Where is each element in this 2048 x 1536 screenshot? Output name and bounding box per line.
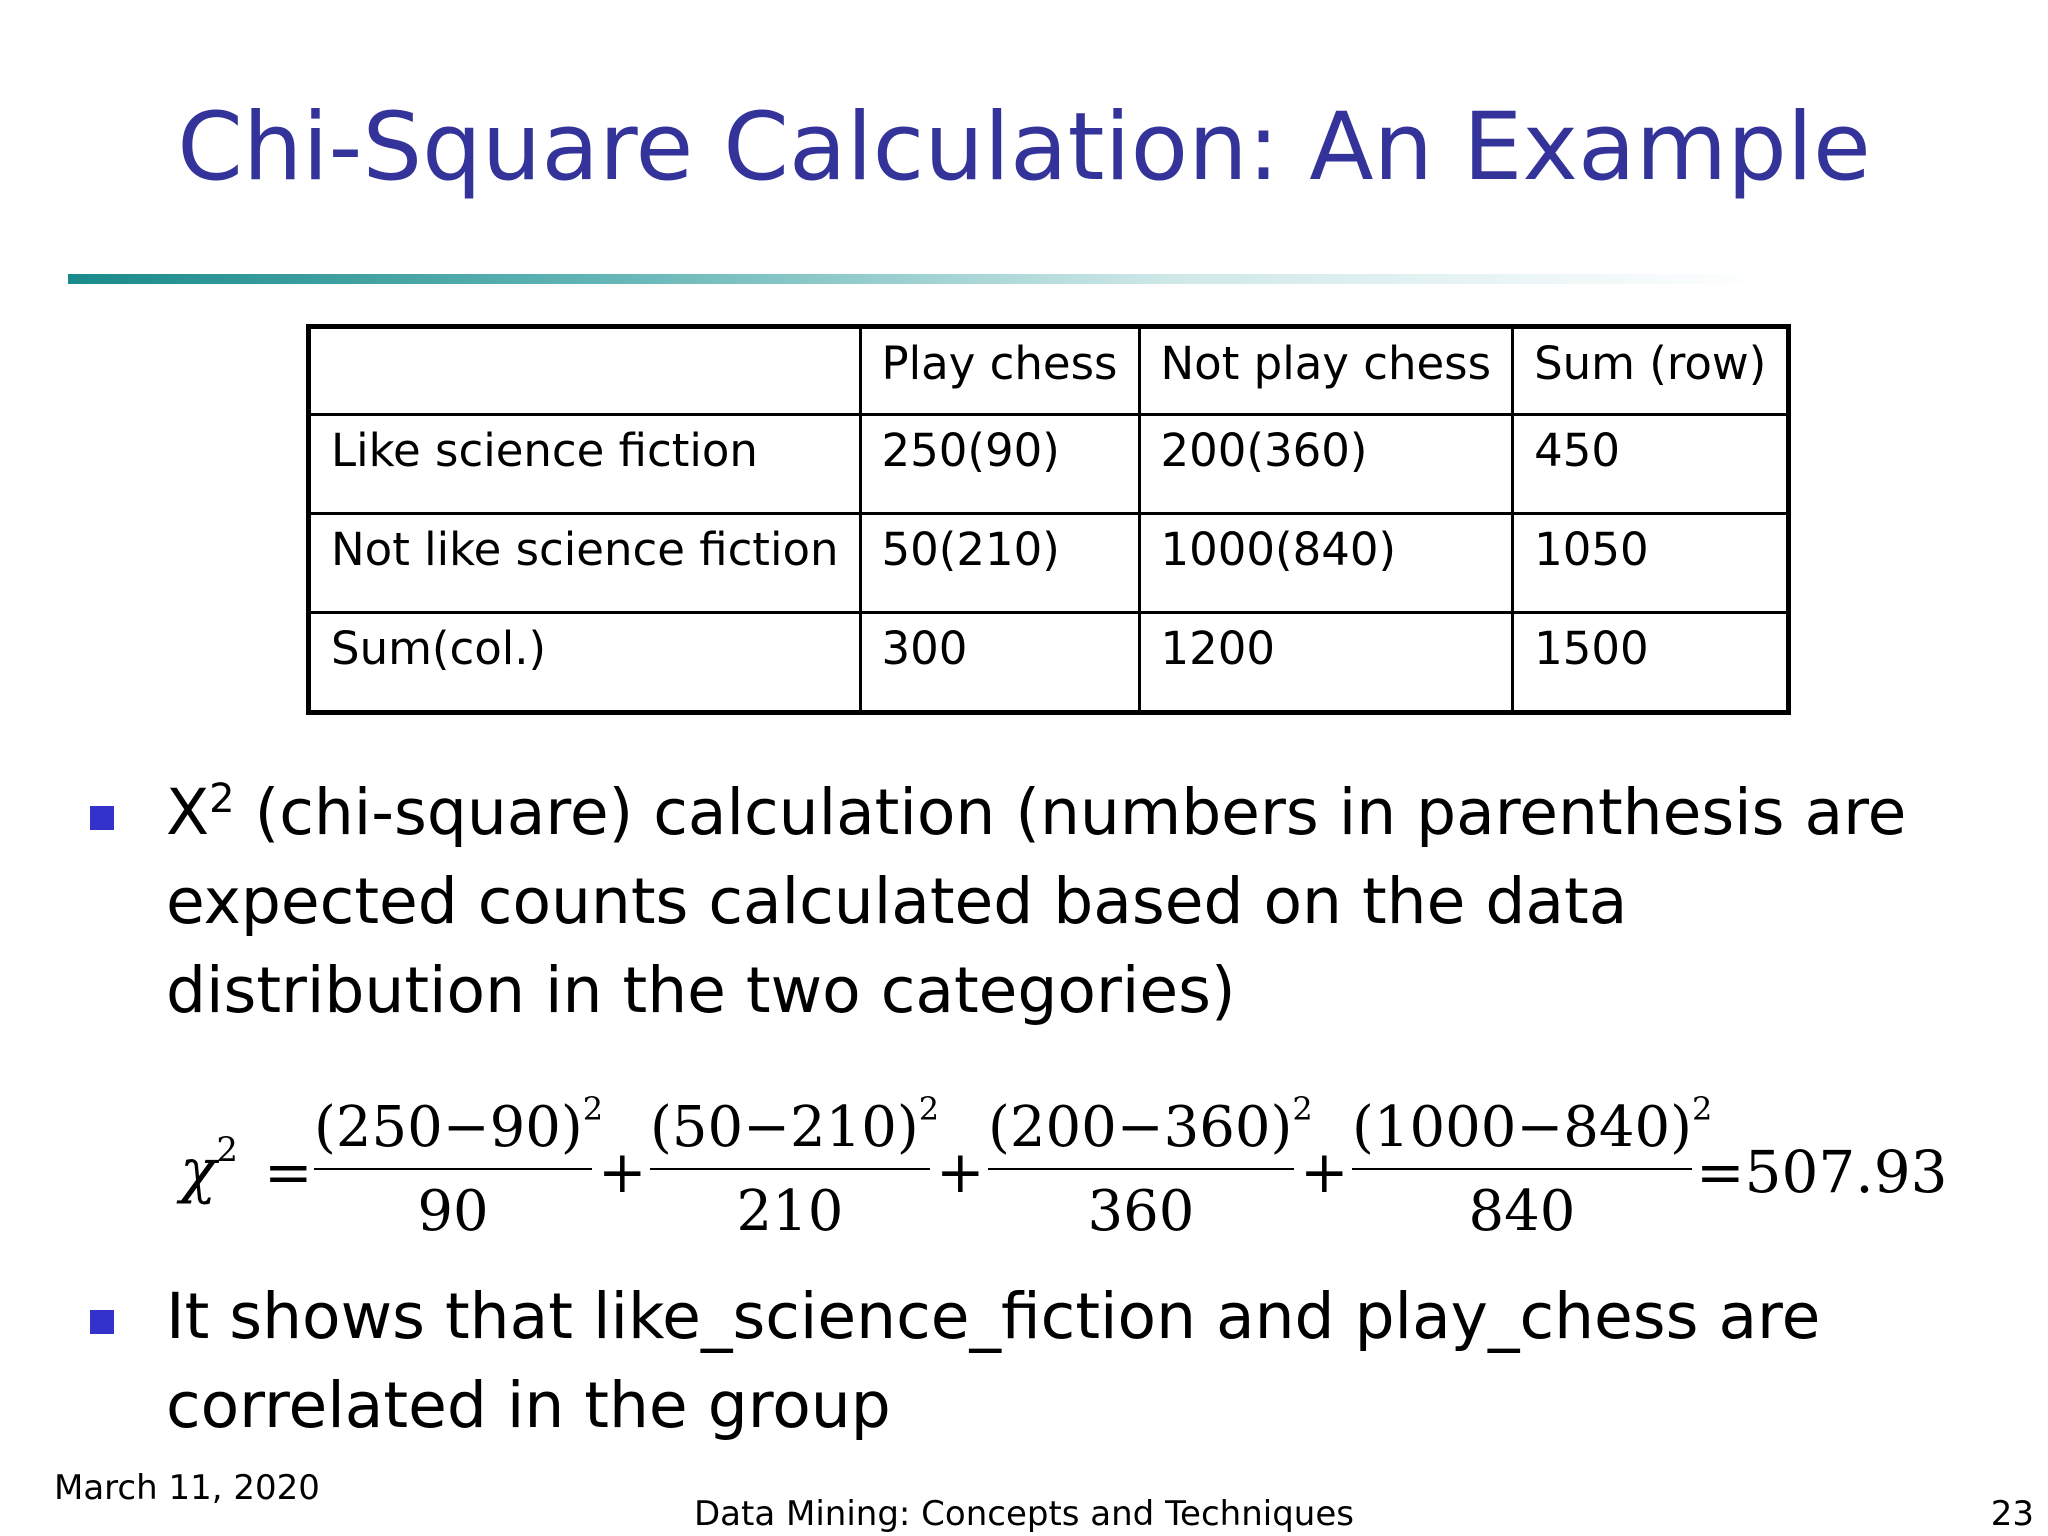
fraction-term xyxy=(650,1090,940,1248)
table-cell: Like science fiction xyxy=(309,415,861,514)
table-cell: 1200 xyxy=(1139,613,1513,713)
table-cell: 1050 xyxy=(1513,514,1789,613)
table-cell: 450 xyxy=(1513,415,1789,514)
bullet-marker xyxy=(90,1310,114,1334)
contingency-table xyxy=(306,324,1791,715)
fraction-bar xyxy=(988,1168,1294,1170)
numerator-exponent: 2 xyxy=(1692,1090,1713,1128)
table-row xyxy=(309,514,1789,613)
table-header-cell: Play chess xyxy=(860,327,1139,415)
bullet-text-conclusion: It shows that like_science_fiction and play_chess are correlated in the group xyxy=(166,1280,1821,1442)
fraction-numerator xyxy=(1352,1090,1713,1164)
table-cell: Sum(col.) xyxy=(309,613,861,713)
table-row xyxy=(309,415,1789,514)
chi-symbol-text: X xyxy=(166,776,210,849)
table-cell: 50(210) xyxy=(860,514,1139,613)
chi-letter: χ xyxy=(180,1136,217,1206)
chi-exponent: 2 xyxy=(216,1130,238,1170)
fraction-denominator: 360 xyxy=(1087,1179,1195,1244)
fraction-term xyxy=(314,1090,604,1248)
bullet-marker xyxy=(90,806,114,830)
numerator-exponent: 2 xyxy=(918,1090,940,1128)
title-divider xyxy=(68,274,1768,284)
table-cell: 200(360) xyxy=(1139,415,1513,514)
table-cell: 250(90) xyxy=(860,415,1139,514)
table-row xyxy=(309,613,1789,713)
slide-title: Chi-Square Calculation: An Example xyxy=(177,93,1871,202)
bullet-text-chi-square xyxy=(166,768,1966,1035)
footer-title: Data Mining: Concepts and Techniques xyxy=(694,1494,1354,1534)
numerator-text: (200−360) xyxy=(988,1095,1293,1160)
table-cell: 1500 xyxy=(1513,613,1789,713)
fraction-denominator: 210 xyxy=(736,1179,844,1244)
equals-sign: = xyxy=(264,1138,313,1206)
chi-symbol xyxy=(180,1130,238,1206)
numerator-exponent: 2 xyxy=(1292,1090,1313,1128)
table-cell: 300 xyxy=(860,613,1139,713)
page-number: 23 xyxy=(1990,1494,2034,1534)
fraction-term xyxy=(1352,1090,1713,1248)
fraction-bar xyxy=(1352,1168,1692,1170)
footer-date: March 11, 2020 xyxy=(54,1468,320,1508)
numerator-text: (1000−840) xyxy=(1352,1095,1693,1160)
fraction-bar xyxy=(650,1168,930,1170)
numerator-text: (50−210) xyxy=(650,1095,919,1160)
fraction-numerator xyxy=(314,1090,604,1164)
plus-sign: + xyxy=(1300,1138,1349,1206)
bullet-body-text: (chi-square) calculation (numbers in parenthesis are expected counts calculated based on the data distribution in the two categories) xyxy=(166,776,1907,1027)
table-header-cell: Not play chess xyxy=(1139,327,1513,415)
table-header-row xyxy=(309,327,1789,415)
plus-sign: + xyxy=(936,1138,985,1206)
plus-sign: + xyxy=(598,1138,647,1206)
table-cell: 1000(840) xyxy=(1139,514,1513,613)
fraction-denominator: 840 xyxy=(1468,1179,1576,1244)
formula-result: =507.93 xyxy=(1696,1138,1948,1206)
fraction-denominator: 90 xyxy=(417,1179,489,1244)
table-header-cell xyxy=(309,327,861,415)
fraction-numerator xyxy=(988,1090,1313,1164)
numerator-text: (250−90) xyxy=(314,1095,583,1160)
table-header-cell: Sum (row) xyxy=(1513,327,1789,415)
fraction-term xyxy=(988,1090,1313,1248)
fraction-numerator xyxy=(650,1090,940,1164)
chi-exponent-text: 2 xyxy=(209,776,235,822)
numerator-exponent: 2 xyxy=(582,1090,604,1128)
fraction-bar xyxy=(314,1168,592,1170)
table-cell: Not like science fiction xyxy=(309,514,861,613)
